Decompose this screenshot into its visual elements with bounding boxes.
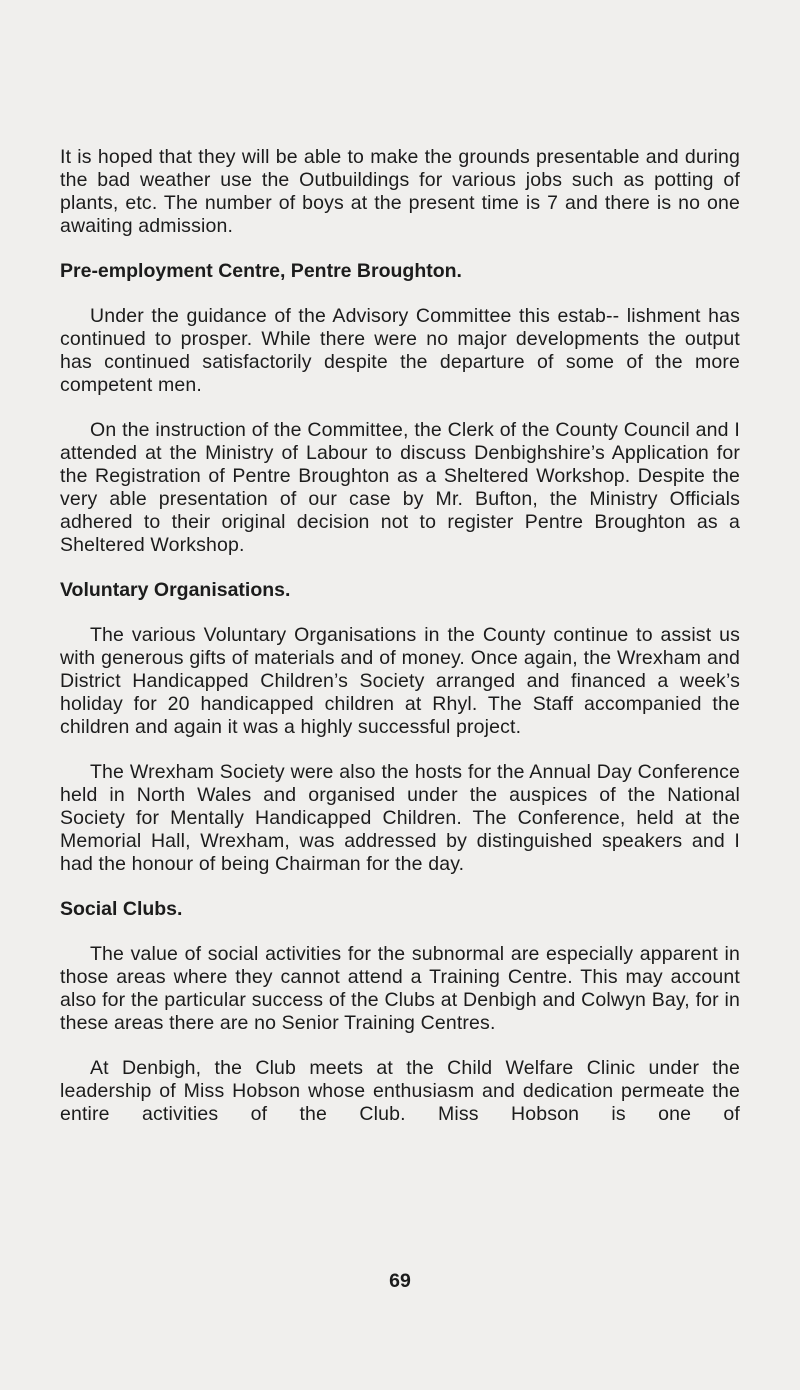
pre-employment-paragraph-2: On the instruction of the Committee, the Clerk of the County Council and I attended at the Ministry of Labour to discuss Denbighshire’s Application for the Registration of Pentre Broughton as a Sheltered Workshop. Despite the very able presentation of our case by Mr. Bufton, the Ministry Officials adhered to their original decision not to register Pentre Broughton as a Sheltered Workshop. [60,419,740,556]
voluntary-heading: Voluntary Organisations. [60,579,291,601]
social-clubs-paragraph-1: The value of social activities for the subnormal are especially apparent in those areas where they cannot attend a Training Centre. This may account also for the particular success of the Clubs at Denbigh and Colwyn Bay, for in these areas there are no Senior Training Centres. [60,943,740,1034]
document-page [60,146,740,1126]
social-clubs-heading: Social Clubs. [60,898,183,920]
page-number: 69 [389,1270,411,1292]
pre-employment-paragraph-1: Under the guidance of the Advisory Committee this estab-- lishment has continued to prosper. While there were no major developments the output has continued satisfactorily despite the departure of some of the more competent men. [60,305,740,396]
intro-paragraph: It is hoped that they will be able to make the grounds presentable and during the bad weather use the Outbuildings for various jobs such as potting of plants, etc. The number of boys at the present time is 7 and there is no one awaiting admission. [60,146,740,237]
voluntary-paragraph-1: The various Voluntary Organisations in the County continue to assist us with generous gifts of materials and of money. Once again, the Wrexham and District Handicapped Children’s Society arranged and financed a week’s holiday for 20 handicapped children at Rhyl. The Staff accompanied the children and again it was a highly successful project. [60,624,740,738]
social-clubs-paragraph-2: At Denbigh, the Club meets at the Child Welfare Clinic under the leadership of Miss Hobson whose enthusiasm and dedication permeate the entire activities of the Club. Miss Hobson is one of [60,1057,740,1125]
voluntary-paragraph-2: The Wrexham Society were also the hosts for the Annual Day Conference held in North Wales and organised under the auspices of the National Society for Mentally Handicapped Children. The Conference, held at the Memorial Hall, Wrexham, was addressed by distinguished speakers and I had the honour of being Chairman for the day. [60,761,740,875]
pre-employment-heading: Pre-employment Centre, Pentre Broughton. [60,260,462,282]
